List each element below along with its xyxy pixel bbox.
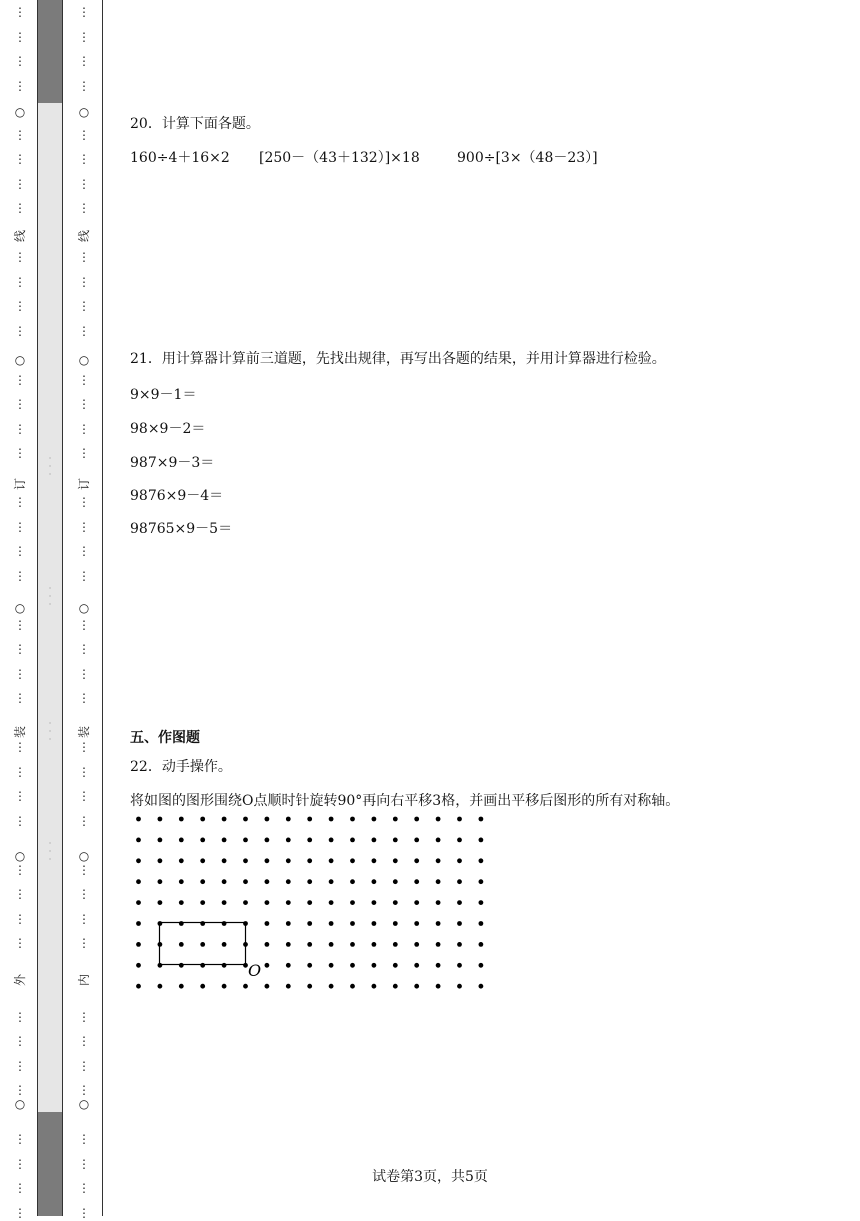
grid-dot [286, 984, 291, 989]
question-20-title: 20．计算下面各题。 [130, 116, 260, 132]
outer-dot-leader: ⋮ [14, 397, 26, 411]
grid-dot [200, 921, 205, 926]
inner-dot-leader: ⋮ [78, 544, 90, 558]
grid-dot [350, 879, 355, 884]
grid-dot [136, 858, 141, 863]
grid-dot [436, 817, 441, 822]
inner-dot-leader: ⋮ [78, 936, 90, 950]
grid-dot [414, 984, 419, 989]
q21-line-3: 987×9－3＝ [130, 455, 215, 471]
grid-dot [179, 838, 184, 843]
grid-dot [329, 942, 334, 947]
grid-dot [307, 963, 312, 968]
grid-dot [136, 921, 141, 926]
inner-dot-leader: ⋮ [78, 127, 90, 142]
inner-dot-leader: ⋮ [78, 789, 90, 803]
inner-dot-leader: ⋮ [78, 740, 90, 754]
q20-expr-2: [250－（43＋132）]×18 [259, 150, 420, 166]
grid-dot [136, 817, 141, 822]
grid-dot [479, 942, 484, 947]
inner-circle-mark: ○ [78, 105, 90, 119]
question-21-title: 21．用计算器计算前三道题，先找出规律，再写出各题的结果，并用计算器进行检验。 [130, 351, 666, 367]
inner-dot-leader: ⋮ [78, 1058, 90, 1073]
grid-dot [243, 900, 248, 905]
outer-dot-leader: ⋮ [14, 617, 26, 632]
outer-dot-leader: ⋮ [14, 1034, 26, 1048]
grid-dot [307, 858, 312, 863]
grid-dot [243, 838, 248, 843]
outer-circle-mark: ○ [14, 353, 26, 367]
grid-dot [179, 858, 184, 863]
outer-circle-mark: ○ [14, 105, 26, 119]
outer-dot-leader: ⋮ [14, 911, 26, 926]
grid-dot [307, 817, 312, 822]
grid-dot [329, 879, 334, 884]
grid-dot [307, 921, 312, 926]
outer-dot-leader: ⋮ [14, 1205, 26, 1220]
grid-dot [393, 942, 398, 947]
outer-dot-leader: ⋮ [14, 764, 26, 779]
outer-dot-leader: ⋮ [14, 1083, 26, 1097]
inner-seal-label: 订 [77, 478, 91, 491]
outer-circle-mark: ○ [14, 849, 26, 863]
grid-dot [350, 838, 355, 843]
grid-dot [372, 921, 377, 926]
q21-line-2: 98×9－2＝ [130, 421, 206, 437]
inner-dot-leader: ⋮ [78, 1083, 90, 1097]
outer-dot-leader: ⋮ [14, 862, 26, 877]
outer-dot-leader: ⋮ [14, 740, 26, 754]
grid-dot [414, 858, 419, 863]
grid-dot [479, 879, 484, 884]
q21-line-4: 9876×9－4＝ [130, 488, 224, 504]
grid-dot [436, 858, 441, 863]
grid-dot [436, 984, 441, 989]
inner-dot-leader: ⋮ [78, 642, 90, 656]
grid-dot [200, 963, 205, 968]
grid-dot [457, 984, 462, 989]
grid-dot [265, 942, 270, 947]
grid-dot [457, 942, 462, 947]
outer-seal-column [12, 0, 28, 1220]
inner-dot-leader: ⋮ [78, 299, 90, 313]
grid-dot [457, 921, 462, 926]
inner-dot-leader: ⋮ [78, 250, 90, 264]
grid-dot [136, 900, 141, 905]
grid-dot [265, 984, 270, 989]
outer-dot-leader: ⋮ [14, 1156, 26, 1171]
grid-dot [457, 838, 462, 843]
grid-dot [158, 879, 163, 884]
grid-dot [265, 858, 270, 863]
grid-dot [436, 838, 441, 843]
dot-grid-figure [126, 810, 496, 995]
grid-dot [265, 817, 270, 822]
grid-dot [265, 838, 270, 843]
margin-line [62, 0, 63, 1216]
grid-dot [329, 984, 334, 989]
outer-dot-leader: ⋮ [14, 446, 26, 460]
inner-dot-leader: ⋮ [78, 911, 90, 926]
outer-dot-leader: ⋮ [14, 152, 26, 166]
grid-dot [414, 921, 419, 926]
inner-dot-leader: ⋮ [78, 323, 90, 338]
outer-dot-leader: ⋮ [14, 568, 26, 583]
inner-dot-leader: ⋮ [78, 495, 90, 509]
grid-dot [393, 921, 398, 926]
inner-circle-mark: ○ [78, 601, 90, 615]
grid-dot [350, 858, 355, 863]
grid-dot [286, 838, 291, 843]
grid-dot [200, 858, 205, 863]
grid-dot [436, 963, 441, 968]
grid-dot [222, 942, 227, 947]
q20-expr-1: 160÷4＋16×2 [130, 150, 230, 166]
grid-dot [200, 817, 205, 822]
inner-dot-leader: ⋮ [78, 617, 90, 632]
grid-dot [307, 942, 312, 947]
grid-dot [286, 900, 291, 905]
grid-dot [286, 921, 291, 926]
grid-dot [414, 838, 419, 843]
point-o-label: O [248, 961, 262, 980]
grid-dot [414, 900, 419, 905]
grid-dot [393, 900, 398, 905]
page-footer: 试卷第3页，共5页 [372, 1169, 488, 1185]
outer-dot-leader: ⋮ [14, 666, 26, 681]
strip-mark: · · · [48, 454, 52, 479]
grid-dot [414, 963, 419, 968]
grid-dot [222, 963, 227, 968]
inner-dot-leader: ⋮ [78, 421, 90, 436]
grid-dot [479, 858, 484, 863]
inner-dot-leader: ⋮ [78, 813, 90, 828]
outer-dot-leader: ⋮ [14, 642, 26, 656]
grid-dot [350, 900, 355, 905]
inner-dot-leader: ⋮ [78, 666, 90, 681]
grid-dot [393, 817, 398, 822]
inner-dot-leader: ⋮ [78, 397, 90, 411]
inner-circle-mark: ○ [78, 849, 90, 863]
inner-seal-label: 装 [77, 726, 91, 739]
grid-dot [350, 963, 355, 968]
grid-dot [479, 817, 484, 822]
grid-dot [136, 963, 141, 968]
outer-dot-leader: ⋮ [14, 495, 26, 509]
grid-dot [265, 963, 270, 968]
grid-dot [136, 942, 141, 947]
grid-dot [179, 984, 184, 989]
outer-dot-leader: ⋮ [14, 201, 26, 215]
outer-circle-mark: ○ [14, 601, 26, 615]
outer-dot-leader: ⋮ [14, 274, 26, 289]
outer-dot-leader: ⋮ [14, 299, 26, 313]
grid-dot [479, 838, 484, 843]
grid-dot [222, 921, 227, 926]
inner-dot-leader: ⋮ [78, 1205, 90, 1220]
outer-dot-leader: ⋮ [14, 29, 26, 44]
grid-dot [243, 879, 248, 884]
binding-margin [0, 0, 104, 1220]
outer-dot-leader: ⋮ [14, 78, 26, 93]
grid-dot [329, 838, 334, 843]
grid-dot [136, 838, 141, 843]
inner-dot-leader: ⋮ [78, 568, 90, 583]
grid-dot [222, 858, 227, 863]
grid-dot [286, 942, 291, 947]
outer-dot-leader: ⋮ [14, 1181, 26, 1195]
grid-dot [222, 900, 227, 905]
grid-dot [286, 879, 291, 884]
grid-dot [307, 879, 312, 884]
inner-dot-leader: ⋮ [78, 1034, 90, 1048]
grid-dot [436, 942, 441, 947]
grid-dot [179, 879, 184, 884]
inner-dot-leader: ⋮ [78, 1181, 90, 1195]
grid-dot [136, 984, 141, 989]
inner-dot-leader: ⋮ [78, 29, 90, 44]
inner-dot-leader: ⋮ [78, 519, 90, 534]
grid-dot [436, 900, 441, 905]
grid-dot [350, 817, 355, 822]
grid-dot [479, 900, 484, 905]
outer-dot-leader: ⋮ [14, 1009, 26, 1024]
grid-dot [329, 921, 334, 926]
grid-dot [350, 942, 355, 947]
outer-dot-leader: ⋮ [14, 519, 26, 534]
grid-dot [179, 942, 184, 947]
question-22-instruction: 将如图的图形围绕O点顺时针旋转90°再向右平移3格，并画出平移后图形的所有对称轴。 [130, 793, 680, 809]
grid-dot [329, 817, 334, 822]
strip-mark: · · · [48, 584, 52, 609]
grid-dot [136, 879, 141, 884]
question-22-title: 22．动手操作。 [130, 759, 232, 775]
grid-dot [372, 963, 377, 968]
grid-dot [414, 879, 419, 884]
outer-circle-mark: ○ [14, 1097, 26, 1111]
outer-dot-leader: ⋮ [14, 887, 26, 901]
grid-dots [136, 817, 483, 989]
inner-dot-leader: ⋮ [78, 862, 90, 877]
grid-dot [222, 984, 227, 989]
strip-mark: · · · [48, 719, 52, 744]
grid-dot [307, 984, 312, 989]
outer-dot-leader: ⋮ [14, 176, 26, 191]
grid-dot [179, 963, 184, 968]
inner-dot-leader: ⋮ [78, 78, 90, 93]
grid-dot [393, 858, 398, 863]
grid-dot [414, 817, 419, 822]
inner-dot-leader: ⋮ [78, 764, 90, 779]
grid-dot [200, 879, 205, 884]
inner-circle-mark: ○ [78, 353, 90, 367]
inner-dot-leader: ⋮ [78, 446, 90, 460]
seal-strip-bottom-block [38, 1112, 62, 1216]
grid-dot [414, 942, 419, 947]
grid-dot [393, 838, 398, 843]
grid-dot [393, 879, 398, 884]
grid-dot [200, 942, 205, 947]
grid-dot [479, 984, 484, 989]
outer-seal-label: 装 [13, 726, 27, 739]
grid-dot [436, 921, 441, 926]
grid-dot [372, 858, 377, 863]
grid-dot [286, 858, 291, 863]
inner-dot-leader: ⋮ [78, 1156, 90, 1171]
grid-dot [179, 817, 184, 822]
grid-dot [307, 900, 312, 905]
inner-dot-leader: ⋮ [78, 152, 90, 166]
grid-dot [286, 963, 291, 968]
grid-dot [372, 817, 377, 822]
grid-dot [222, 879, 227, 884]
inner-seal-label: 内 [77, 974, 91, 987]
grid-dot [372, 879, 377, 884]
outer-dot-leader: ⋮ [14, 372, 26, 387]
grid-dot [243, 984, 248, 989]
grid-dot [158, 900, 163, 905]
seal-strip-top-block [38, 0, 62, 103]
inner-dot-leader: ⋮ [78, 691, 90, 705]
grid-dot [350, 984, 355, 989]
outer-dot-leader: ⋮ [14, 250, 26, 264]
inner-dot-leader: ⋮ [78, 5, 90, 19]
grid-dot [179, 921, 184, 926]
inner-dot-leader: ⋮ [78, 1009, 90, 1024]
grid-dot [243, 858, 248, 863]
inner-circle-mark: ○ [78, 1097, 90, 1111]
q21-line-1: 9×9－1＝ [130, 387, 197, 403]
outer-dot-leader: ⋮ [14, 323, 26, 338]
grid-dot [457, 879, 462, 884]
grid-dot [200, 900, 205, 905]
outer-dot-leader: ⋮ [14, 936, 26, 950]
grid-dot [393, 984, 398, 989]
grid-dot [329, 963, 334, 968]
grid-dot [372, 984, 377, 989]
grid-dot [372, 942, 377, 947]
grid-dot [479, 921, 484, 926]
grid-dot [158, 817, 163, 822]
grid-dot [436, 879, 441, 884]
grid-dot [350, 921, 355, 926]
grid-dot [222, 838, 227, 843]
margin-line [37, 0, 38, 1216]
grid-dot [222, 817, 227, 822]
grid-dot [243, 817, 248, 822]
margin-line [102, 0, 103, 1216]
outer-seal-label: 线 [13, 230, 27, 243]
grid-dot [372, 900, 377, 905]
grid-dot [265, 900, 270, 905]
outer-seal-label: 订 [13, 478, 27, 491]
outer-dot-leader: ⋮ [14, 813, 26, 828]
grid-dot [307, 838, 312, 843]
outer-dot-leader: ⋮ [14, 127, 26, 142]
inner-dot-leader: ⋮ [78, 887, 90, 901]
outer-dot-leader: ⋮ [14, 5, 26, 19]
inner-dot-leader: ⋮ [78, 54, 90, 68]
inner-dot-leader: ⋮ [78, 201, 90, 215]
grid-dot [158, 984, 163, 989]
grid-dot [265, 879, 270, 884]
q21-line-5: 98765×9－5＝ [130, 521, 233, 537]
grid-dot [286, 817, 291, 822]
strip-mark: · · · [48, 839, 52, 864]
grid-dot [479, 963, 484, 968]
outer-dot-leader: ⋮ [14, 1058, 26, 1073]
outer-dot-leader: ⋮ [14, 691, 26, 705]
inner-dot-leader: ⋮ [78, 176, 90, 191]
inner-dot-leader: ⋮ [78, 372, 90, 387]
grid-dot [265, 921, 270, 926]
inner-seal-label: 线 [77, 230, 91, 243]
inner-dot-leader: ⋮ [78, 274, 90, 289]
grid-dot [457, 900, 462, 905]
grid-dot [393, 963, 398, 968]
outer-dot-leader: ⋮ [14, 789, 26, 803]
grid-dot [457, 963, 462, 968]
inner-seal-column [76, 0, 92, 1220]
grid-dot [457, 858, 462, 863]
inner-dot-leader: ⋮ [78, 1132, 90, 1146]
grid-dot [158, 858, 163, 863]
grid-dot [158, 838, 163, 843]
grid-dot [372, 838, 377, 843]
outer-dot-leader: ⋮ [14, 421, 26, 436]
outer-dot-leader: ⋮ [14, 544, 26, 558]
grid-dot [457, 817, 462, 822]
outer-seal-label: 外 [13, 974, 27, 987]
grid-dot [329, 858, 334, 863]
q20-expr-3: 900÷[3×（48－23）] [457, 150, 598, 166]
outer-dot-leader: ⋮ [14, 54, 26, 68]
grid-dot [179, 900, 184, 905]
outer-dot-leader: ⋮ [14, 1132, 26, 1146]
grid-dot [200, 984, 205, 989]
grid-dot [329, 900, 334, 905]
section-heading: 五、作图题 [130, 730, 200, 746]
grid-dot [200, 838, 205, 843]
